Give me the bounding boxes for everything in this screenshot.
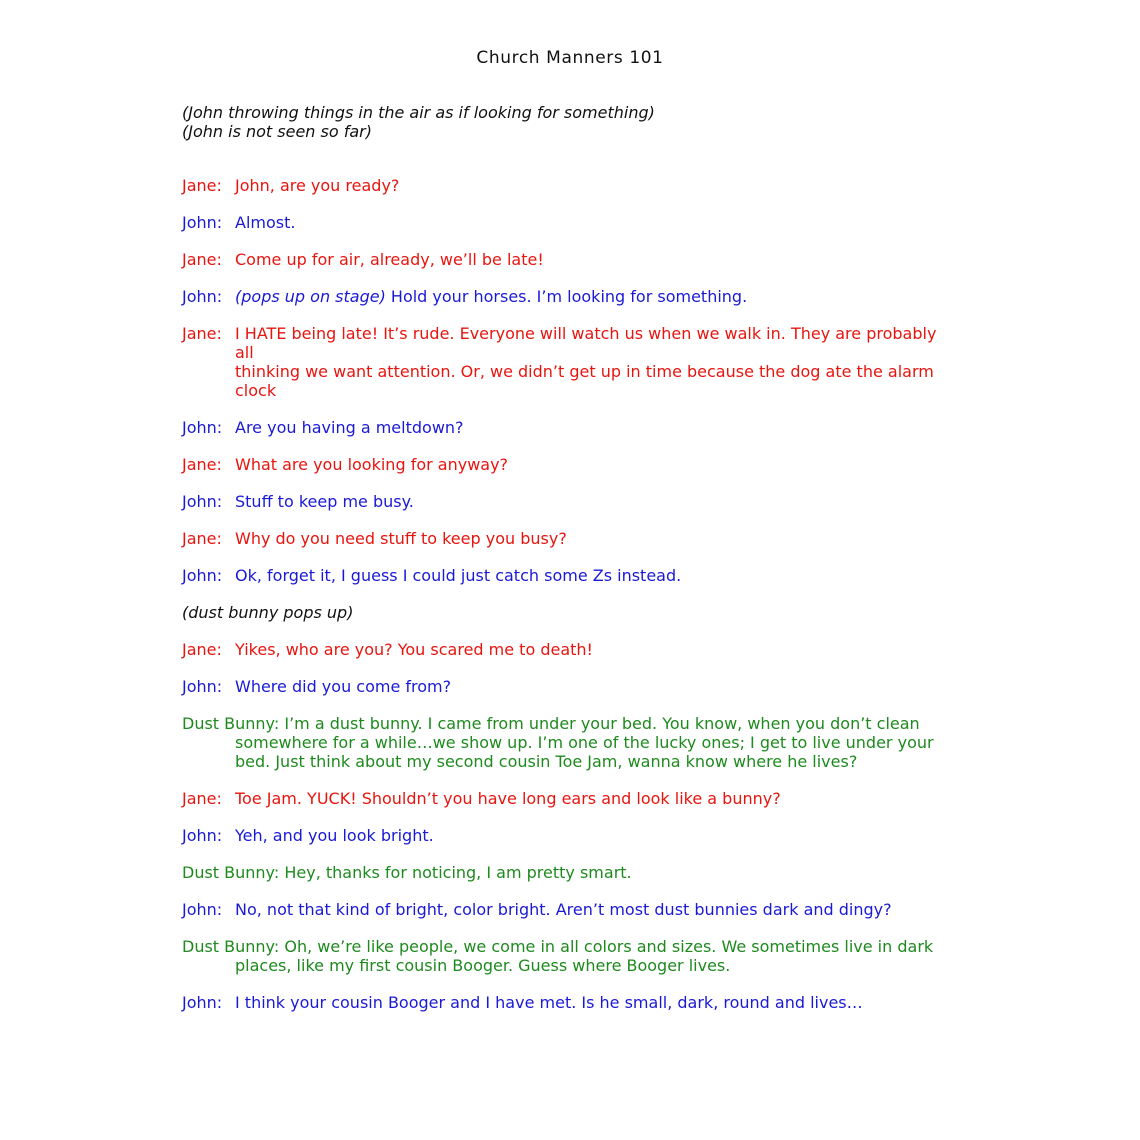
- dialogue-line-jane: [182, 250, 952, 269]
- speaker-label: John:: [182, 677, 223, 696]
- dialogue-line-jane: [182, 455, 952, 474]
- dialogue-text: What are you looking for anyway?: [235, 455, 509, 474]
- dialogue-text: Stuff to keep me busy.: [235, 492, 414, 511]
- dialogue-line-dust-bunny: [182, 863, 952, 882]
- dialogue-text: Are you having a meltdown?: [235, 418, 464, 437]
- dialogue-text-line: places, like my first cousin Booger. Guess where Booger lives.: [235, 956, 731, 975]
- dialogue-text: Where did you come from?: [235, 677, 452, 696]
- speaker-label: John:: [182, 826, 223, 845]
- dialogue-text: I’m a dust bunny. I came from under your bed. You know, when you don’t clean: [284, 714, 920, 733]
- dialogue-line-john: [182, 287, 952, 306]
- dialogue-text-line: somewhere for a while…we show up. I’m one of the lucky ones; I get to live under your: [235, 733, 934, 752]
- dialogue-text: Why do you need stuff to keep you busy?: [235, 529, 567, 548]
- page-title: Church Manners 101: [476, 48, 664, 68]
- stage-direction: (John is not seen so far): [182, 122, 372, 141]
- dialogue-text-line: thinking we want attention. Or, we didn’t get up in time because the dog ate the alarm: [235, 362, 934, 381]
- dialogue-line-jane: [182, 529, 952, 548]
- stage-direction: (dust bunny pops up): [182, 603, 354, 622]
- dialogue-line-john: [182, 993, 952, 1012]
- dialogue-text: Yeh, and you look bright.: [235, 826, 434, 845]
- dialogue-text: Oh, we’re like people, we come in all colors and sizes. We sometimes live in dark: [284, 937, 934, 956]
- speaker-label: Jane:: [182, 640, 222, 659]
- speaker-label: John:: [182, 566, 223, 585]
- speaker-label: Dust Bunny:: [182, 863, 280, 882]
- speaker-label: Jane:: [182, 789, 222, 808]
- dialogue-text-line: clock: [235, 381, 277, 400]
- dialogue-text: Almost.: [235, 213, 296, 232]
- dialogue-line-dust-bunny: [182, 714, 952, 771]
- stage-direction: (John throwing things in the air as if looking for something): [182, 103, 655, 122]
- dialogue-line-john: [182, 213, 952, 232]
- dialogue-text: No, not that kind of bright, color bright. Aren’t most dust bunnies dark and dingy?: [235, 900, 892, 919]
- dialogue-text: Ok, forget it, I guess I could just catch some Zs instead.: [235, 566, 682, 585]
- dialogue-line-john: [182, 492, 952, 511]
- dialogue-text: Come up for air, already, we’ll be late!: [235, 250, 544, 269]
- speaker-label: Dust Bunny:: [182, 714, 280, 733]
- dialogue-text-line: I HATE being late! It’s rude. Everyone will watch us when we walk in. They are probably all: [235, 324, 937, 362]
- speaker-label: Jane:: [182, 250, 222, 269]
- dialogue-text: Hold your horses. I’m looking for something.: [385, 287, 748, 306]
- dialogue-text: Yikes, who are you? You scared me to death!: [235, 640, 593, 659]
- dialogue-line-jane: [182, 176, 952, 195]
- speaker-label: John:: [182, 287, 223, 306]
- dialogue-text: I think your cousin Booger and I have met. Is he small, dark, round and lives…: [235, 993, 863, 1012]
- speaker-label: Jane:: [182, 529, 222, 548]
- dialogue-line-jane: [182, 324, 952, 400]
- dialogue-text: Hey, thanks for noticing, I am pretty smart.: [284, 863, 632, 882]
- speaker-label: John:: [182, 993, 223, 1012]
- inline-stage-direction: (pops up on stage): [235, 287, 386, 306]
- script-body: [182, 103, 952, 1012]
- speaker-label: Jane:: [182, 176, 222, 195]
- speaker-label: Jane:: [182, 324, 222, 343]
- speaker-label: Dust Bunny:: [182, 937, 280, 956]
- dialogue-line-jane: [182, 789, 952, 808]
- dialogue-line-john: [182, 418, 952, 437]
- dialogue-text-line: bed. Just think about my second cousin Toe Jam, wanna know where he lives?: [235, 752, 858, 771]
- dialogue-text: Toe Jam. YUCK! Shouldn’t you have long ears and look like a bunny?: [235, 789, 781, 808]
- dialogue-line-john: [182, 826, 952, 845]
- dialogue-line-dust-bunny: [182, 937, 952, 975]
- speaker-label: Jane:: [182, 455, 222, 474]
- dialogue-line-john: [182, 566, 952, 585]
- dialogue-line-john: [182, 677, 952, 696]
- dialogue-text: John, are you ready?: [235, 176, 400, 195]
- speaker-label: John:: [182, 900, 223, 919]
- speaker-label: John:: [182, 213, 223, 232]
- speaker-label: John:: [182, 418, 223, 437]
- dialogue-line-john: [182, 900, 952, 919]
- speaker-label: John:: [182, 492, 223, 511]
- dialogue-line-jane: [182, 640, 952, 659]
